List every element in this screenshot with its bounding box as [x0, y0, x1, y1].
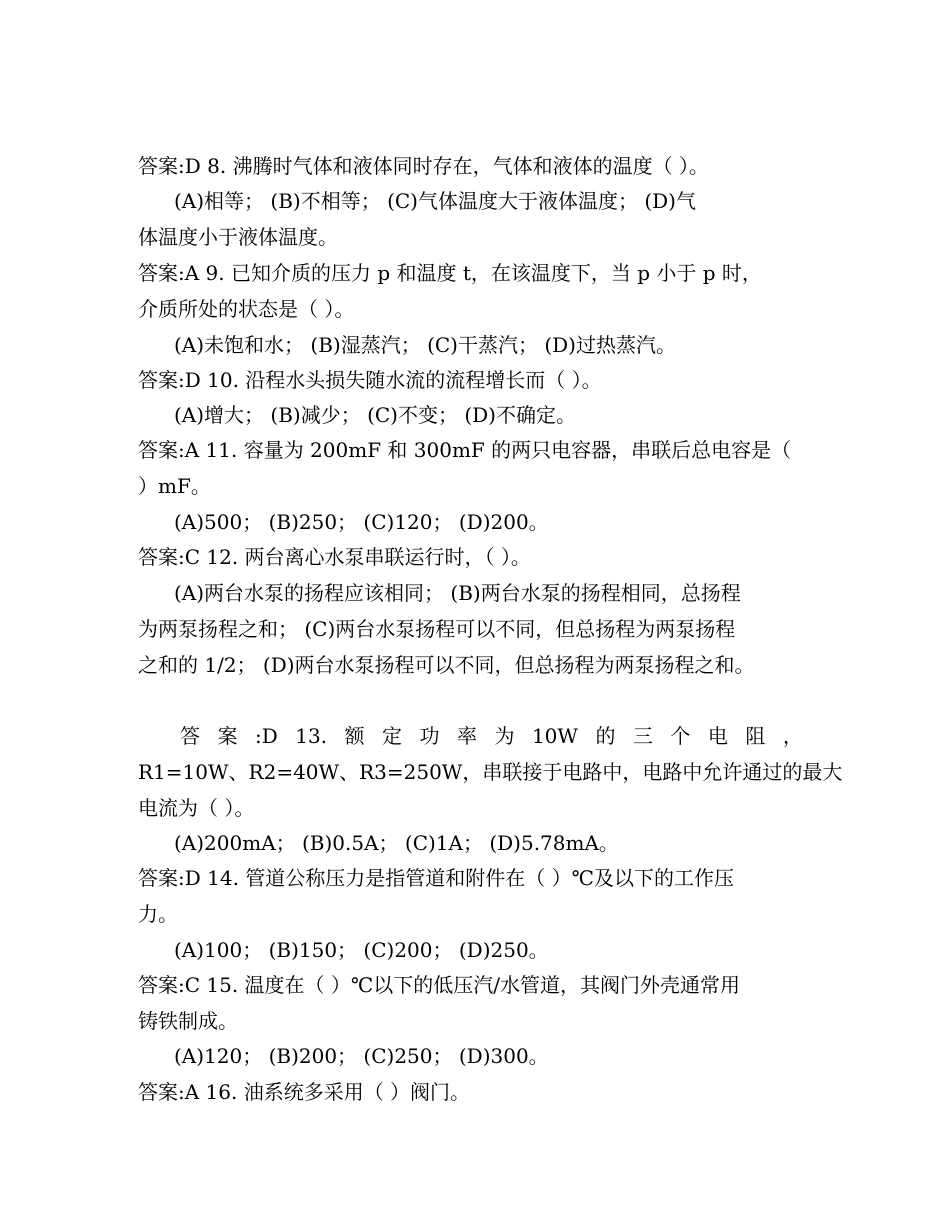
options-line-q12: (A)两台水泵的扬程应该相同； (B)两台水泵的扬程相同，总扬程 [174, 581, 741, 605]
answer-line-q14: 答案:D 14. 管道公称压力是指管道和附件在（ ）℃及以下的工作压 [138, 866, 735, 890]
options-line-q9: (A)未饱和水； (B)湿蒸汽； (C)干蒸汽； (D)过热蒸汽。 [174, 333, 676, 357]
answer-line-q10: 答案:D 10. 沿程水头损失随水流的流程增长而（ ）。 [138, 368, 602, 392]
question-continuation-q14: 力。 [138, 902, 178, 926]
spread-token: 电 [707, 724, 728, 748]
spread-token: 的 [595, 724, 616, 748]
question-continuation-q15: 铸铁制成。 [138, 1009, 238, 1033]
answer-line-q9: 答案:A 9. 已知介质的压力 p 和温度 t，在该温度下，当 p 小于 p 时， [138, 261, 762, 285]
options-line-q10: (A)增大； (B)减少； (C)不变； (D)不确定。 [174, 403, 576, 427]
spread-token: 定 [382, 724, 403, 748]
options-line-q11: (A)500； (B)250； (C)120； (D)200。 [174, 510, 549, 534]
spread-token: 10W [531, 724, 578, 748]
spread-token: 功 [419, 724, 440, 748]
question-continuation-q13-a: R1=10W、R2=40W、R3=250W，串联接于电路中，电路中允许通过的最大 [138, 760, 843, 784]
options-continuation-q8: 体温度小于液体温度。 [138, 225, 338, 249]
options-continuation-q12-a: 为两泵扬程之和； (C)两台水泵扬程可以不同，但总扬程为两泵扬程 [138, 617, 736, 641]
answer-line-q15: 答案:C 15. 温度在（ ）℃以下的低压汽/水管道，其阀门外壳通常用 [138, 973, 741, 997]
spread-token: 为 [494, 724, 515, 748]
question-continuation-q11: ）mF。 [138, 474, 211, 498]
spread-token: 三 [632, 724, 653, 748]
spread-token: 阻 [745, 724, 766, 748]
question-continuation-q13-b: 电流为（ ）。 [138, 796, 255, 820]
answer-line-q16: 答案:A 16. 油系统多采用（ ）阀门。 [138, 1080, 471, 1104]
question-continuation-q9: 介质所处的状态是（ ）。 [138, 297, 355, 321]
spread-token: 个 [670, 724, 691, 748]
options-line-q15: (A)120； (B)200； (C)250； (D)300。 [174, 1044, 549, 1068]
options-line-q14: (A)100； (B)150； (C)200； (D)250。 [174, 938, 549, 962]
answer-line-q11: 答案:A 11. 容量为 200mF 和 300mF 的两只电容器，串联后总电容是（ [138, 438, 792, 462]
options-line-q13: (A)200mA； (B)0.5A； (C)1A； (D)5.78mA。 [174, 831, 619, 855]
options-continuation-q12-b: 之和的 1/2； (D)两台水泵扬程可以不同，但总扬程为两泵扬程之和。 [138, 653, 755, 677]
spread-token: 13. [295, 724, 328, 748]
spread-token: 案 [217, 724, 238, 748]
spread-token: ， [782, 724, 803, 748]
spread-token: 率 [456, 724, 477, 748]
spread-token: 答 [180, 724, 200, 748]
options-line-q8: (A)相等； (B)不相等； (C)气体温度大于液体温度； (D)气 [174, 189, 696, 213]
answer-line-q8: 答案:D 8. 沸腾时气体和液体同时存在，气体和液体的温度（ ）。 [138, 154, 709, 178]
spread-token: :D [254, 724, 278, 748]
answer-line-q13 [138, 723, 803, 749]
spread-token: 额 [344, 724, 365, 748]
answer-line-q12: 答案:C 12. 两台离心水泵串联运行时，（ ）。 [138, 545, 531, 569]
